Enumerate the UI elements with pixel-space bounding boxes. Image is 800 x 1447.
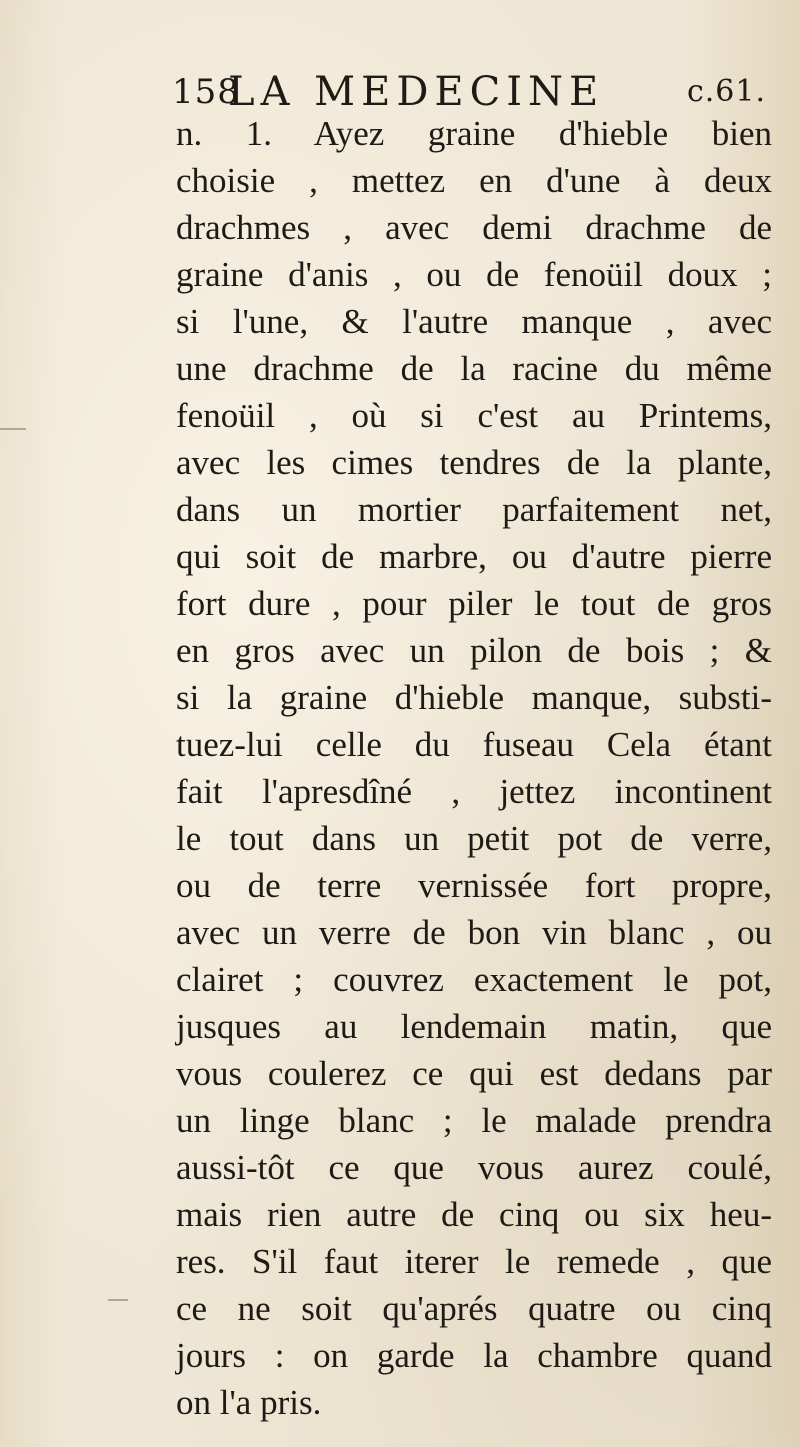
text-line: fenoüil , où si c'est au Printems,	[176, 396, 772, 435]
text-line: jusques au lendemain matin, que	[176, 1007, 772, 1046]
body-text	[176, 110, 772, 1426]
text-line: si la graine d'hieble manque, substi-	[176, 678, 772, 717]
text-line: vous coulerez ce qui est dedans par	[176, 1054, 772, 1093]
text-line: en gros avec un pilon de bois ; &	[176, 631, 772, 670]
text-line: le tout dans un petit pot de verre,	[176, 819, 772, 858]
text-line: fort dure , pour piler le tout de gros	[176, 584, 772, 623]
text-line: si l'une, & l'autre manque , avec	[176, 302, 772, 341]
text-line: un linge blanc ; le malade prendra	[176, 1101, 772, 1140]
chapter-reference: c.61.	[686, 74, 766, 109]
text-line: ou de terre vernissée fort propre,	[176, 866, 772, 905]
text-line: clairet ; couvrez exactement le pot,	[176, 960, 772, 999]
text-line: on l'a pris.	[176, 1383, 322, 1422]
running-title: LA MEDECINE	[228, 69, 605, 115]
text-line: res. S'il faut iterer le remede , que	[176, 1242, 772, 1281]
text-line: drachmes , avec demi drachme de	[176, 208, 772, 247]
text-line: tuez-lui celle du fuseau Cela étant	[176, 725, 772, 764]
text-line: dans un mortier parfaitement net,	[176, 490, 772, 529]
text-line: avec les cimes tendres de la plante,	[176, 443, 772, 482]
text-line: qui soit de marbre, ou d'autre pierre	[176, 537, 772, 576]
text-line: avec un verre de bon vin blanc , ou	[176, 913, 772, 952]
text-line: choisie , mettez en d'une à deux	[176, 161, 772, 200]
text-line: ce ne soit qu'aprés quatre ou cinq	[176, 1289, 772, 1328]
text-line: jours : on garde la chambre quand	[176, 1336, 772, 1375]
text-line: graine d'anis , ou de fenoüil doux ;	[176, 255, 772, 294]
text-line: n. 1. Ayez graine d'hieble bien	[176, 114, 772, 153]
text-line: fait l'apresdîné , jettez incontinent	[176, 772, 772, 811]
text-line: aussi-tôt ce que vous aurez coulé,	[176, 1148, 772, 1187]
text-line: mais rien autre de cinq ou six heu-	[176, 1195, 772, 1234]
page-number: 158	[172, 72, 240, 112]
text-line: une drachme de la racine du même	[176, 349, 772, 388]
margin-mark	[108, 1299, 128, 1301]
margin-mark	[0, 428, 26, 430]
